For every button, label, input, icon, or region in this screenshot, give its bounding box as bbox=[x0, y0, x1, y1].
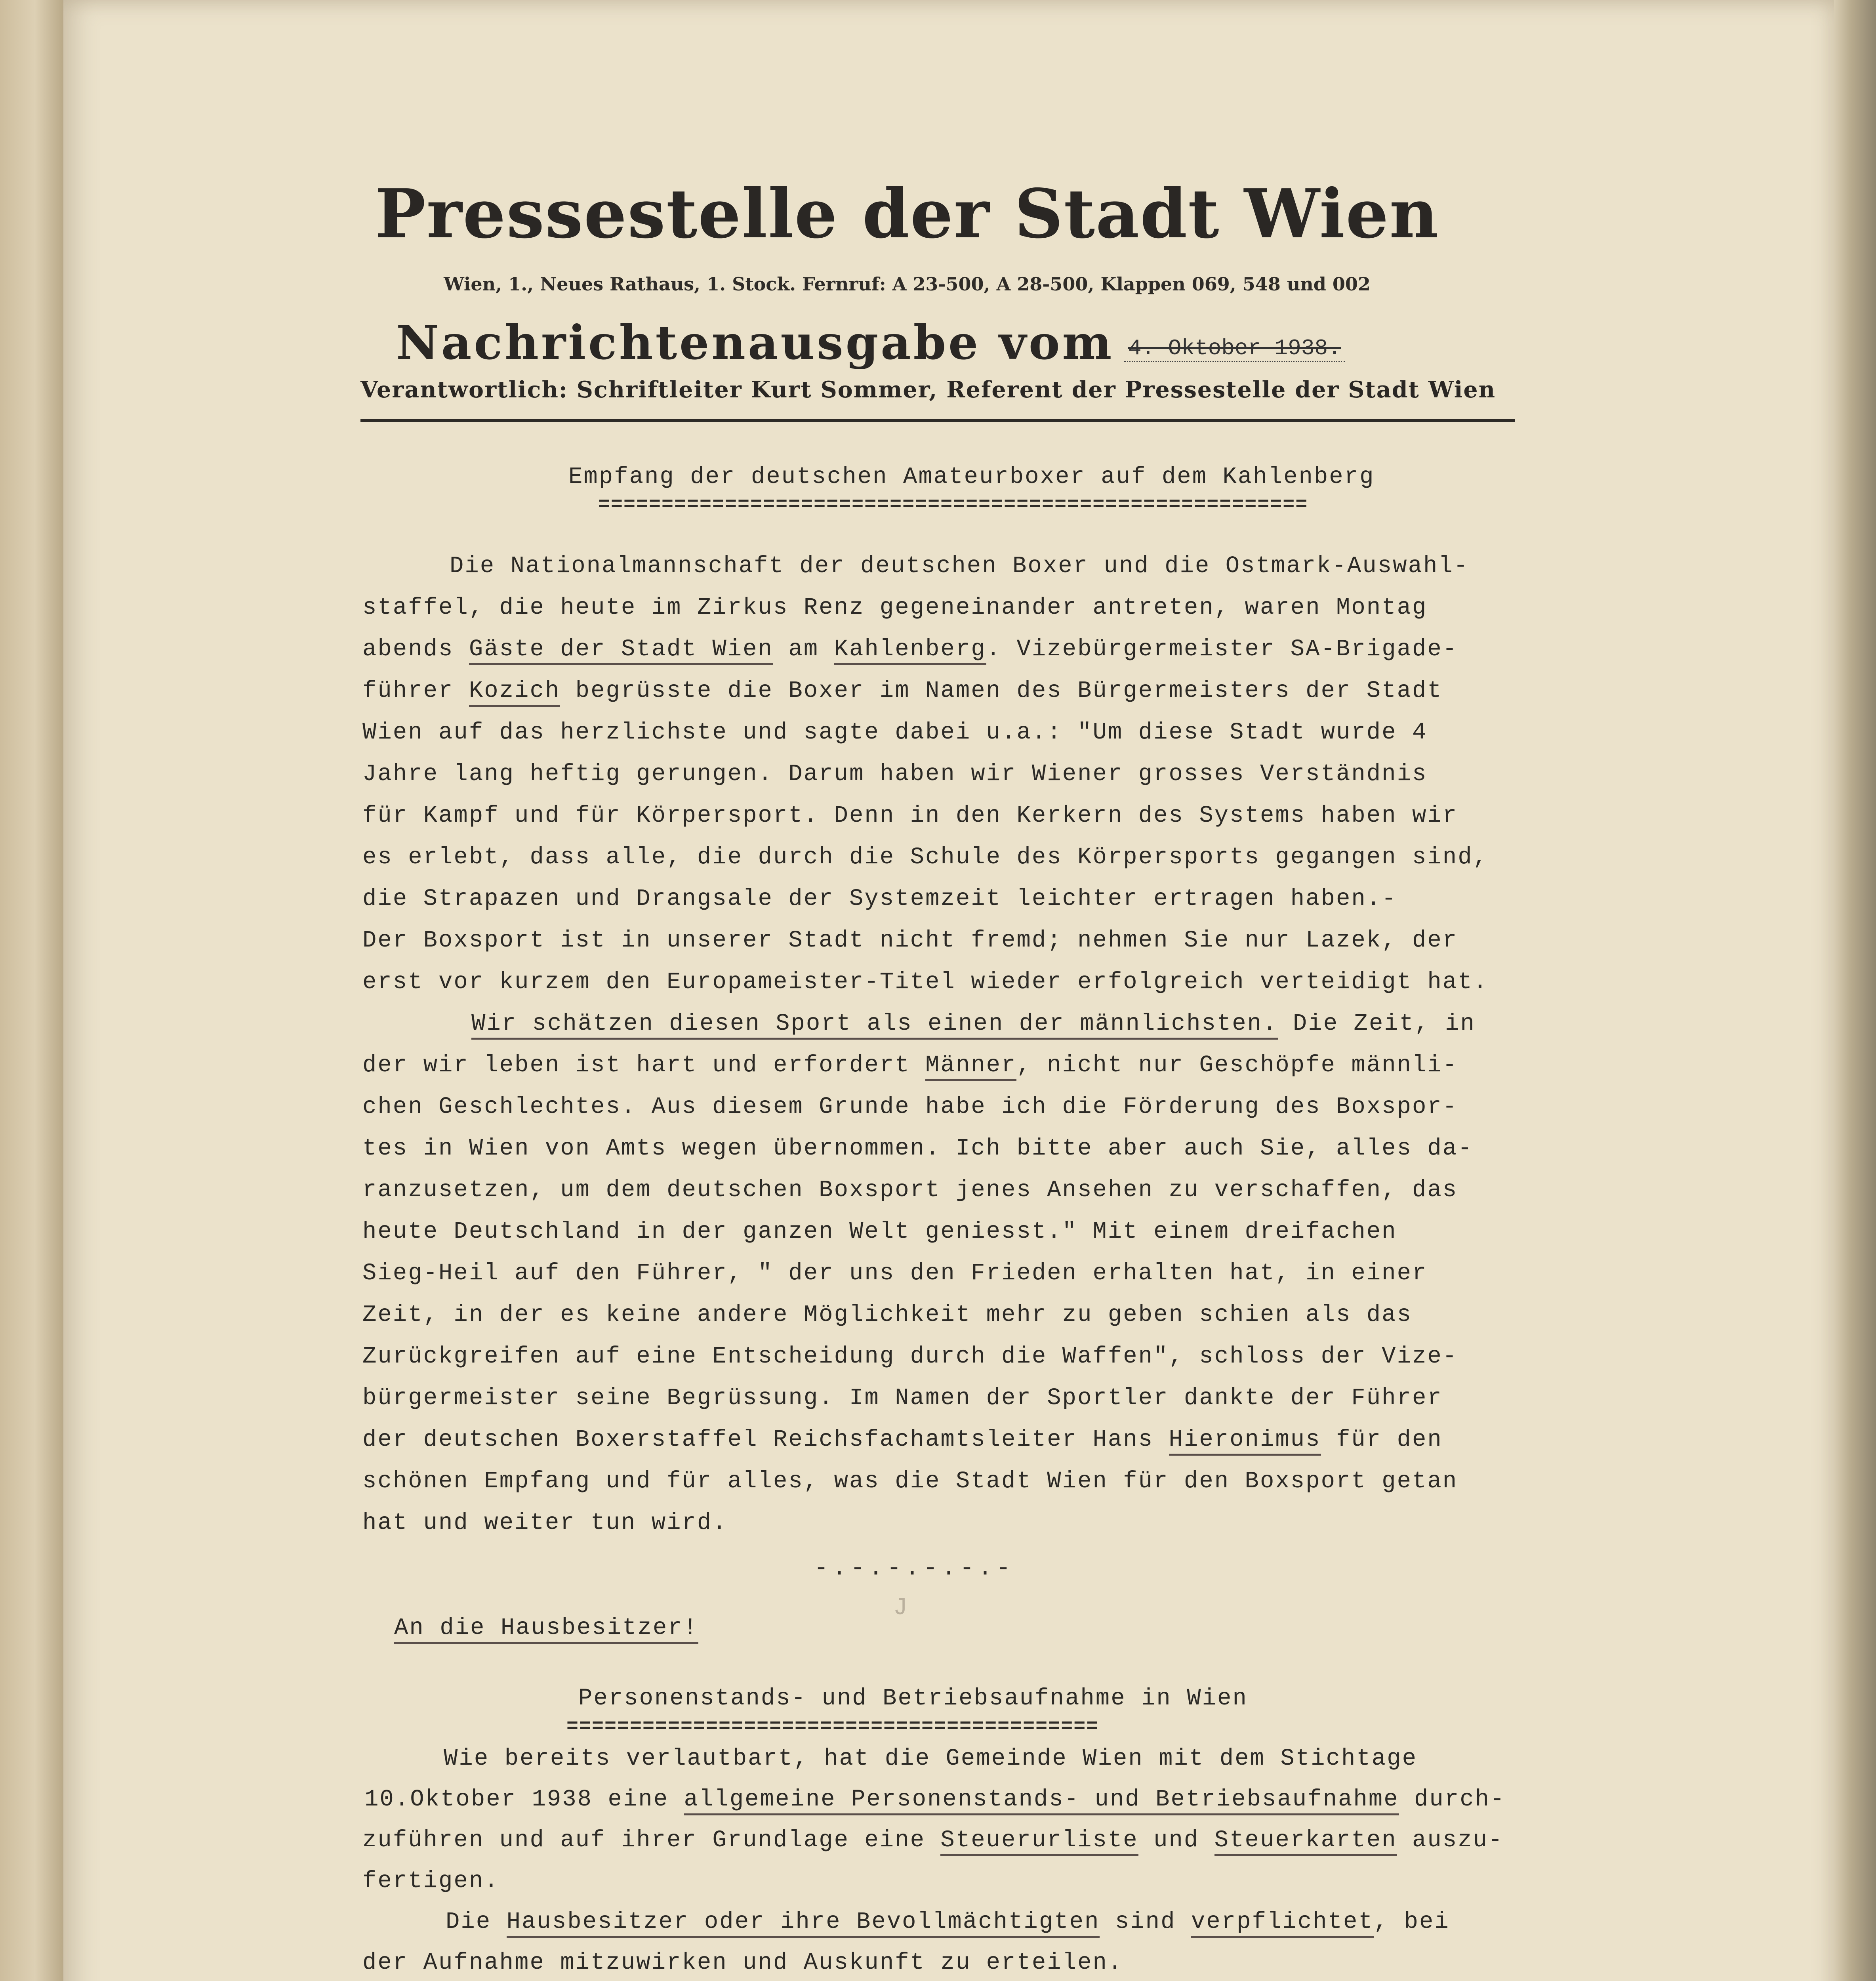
text-run: für Kampf und für Körpersport. Denn in den Kerkern des Systems haben wir bbox=[362, 802, 1458, 829]
issue-row bbox=[396, 315, 1466, 374]
underlined-phrase: Hieronimus bbox=[1169, 1426, 1321, 1456]
article1-line bbox=[362, 927, 1458, 954]
article2-line bbox=[362, 1827, 1503, 1853]
article1-line bbox=[362, 1052, 1458, 1078]
article1-line bbox=[362, 886, 1397, 912]
article1-separator: -.-.-.-.-.- bbox=[814, 1555, 1015, 1582]
text-run: abends bbox=[362, 636, 469, 662]
article2-line bbox=[364, 1786, 1505, 1813]
text-run: begrüsste die Boxer im Namen des Bürgermeisters der Stadt bbox=[560, 678, 1443, 704]
article2-line bbox=[444, 1745, 1417, 1772]
text-run: bürgermeister seine Begrüssung. Im Namen der Sportler dankte der Führer bbox=[362, 1385, 1443, 1411]
article1-line bbox=[362, 1302, 1412, 1328]
article1-line bbox=[362, 1426, 1443, 1453]
article1-line bbox=[362, 678, 1443, 704]
text-run: ranzusetzen, um dem deutschen Boxsport jenes Ansehen zu verschaffen, das bbox=[362, 1177, 1458, 1203]
text-run: Jahre lang heftig gerungen. Darum haben wir Wiener grosses Verständnis bbox=[362, 761, 1428, 787]
text-run: , nicht nur Geschöpfe männli- bbox=[1016, 1052, 1458, 1078]
text-run: Sieg-Heil auf den Führer, " der uns den Frieden erhalten hat, in einer bbox=[362, 1260, 1428, 1286]
text-run: der Aufnahme mitzuwirken und Auskunft zu erteilen. bbox=[362, 1949, 1123, 1976]
text-run: , bei bbox=[1373, 1908, 1450, 1935]
text-run: Wien auf das herzlichste und sagte dabei u.a.: "Um diese Stadt wurde 4 bbox=[362, 719, 1428, 746]
text-run: Zeit, in der es keine andere Möglichkeit mehr zu geben schien als das bbox=[362, 1302, 1412, 1328]
text-run: der wir leben ist hart und erfordert bbox=[362, 1052, 926, 1078]
article2-line bbox=[446, 1908, 1450, 1935]
issue-date: 4. Oktober 1938. bbox=[1124, 336, 1345, 362]
issue-label: Nachrichtenausgabe vom bbox=[396, 315, 1114, 370]
article2-headline: Personenstands- und Betriebsaufnahme in Wien bbox=[578, 1685, 1248, 1712]
underlined-phrase: allgemeine Personenstands- und Betriebsaufnahme bbox=[684, 1786, 1399, 1815]
text-run: chen Geschlechtes. Aus diesem Grunde habe ich die Förderung des Boxspor- bbox=[362, 1094, 1458, 1120]
article1-headline-underline: ======================================================== bbox=[598, 494, 1308, 516]
text-run: durch- bbox=[1399, 1786, 1506, 1813]
text-run: auszu- bbox=[1397, 1827, 1504, 1853]
text-run: es erlebt, dass alle, die durch die Schule des Körpersports gegangen sind, bbox=[362, 844, 1489, 870]
text-run: Die bbox=[446, 1908, 507, 1935]
article1-line bbox=[362, 1385, 1443, 1411]
article1-line bbox=[362, 1343, 1458, 1370]
article1-line bbox=[362, 1094, 1458, 1120]
article1-line bbox=[362, 594, 1427, 621]
text-run: der deutschen Boxerstaffel Reichsfachamtsleiter Hans bbox=[362, 1426, 1169, 1453]
text-run: Der Boxsport ist in unserer Stadt nicht fremd; nehmen Sie nur Lazek, der bbox=[362, 927, 1458, 954]
text-run: erst vor kurzem den Europameister-Titel wieder erfolgreich verteidigt hat. bbox=[362, 969, 1489, 995]
article2-headline-underline: ========================================== bbox=[566, 1716, 1099, 1738]
text-run: hat und weiter tun wird. bbox=[362, 1510, 728, 1536]
underlined-phrase: Kahlenberg bbox=[834, 636, 986, 665]
text-run: fertigen. bbox=[362, 1868, 500, 1894]
editor-line: Verantwortlich: Schriftleiter Kurt Sommer, Referent der Pressestelle der Stadt Wien bbox=[360, 376, 1496, 403]
article1-line bbox=[362, 1510, 728, 1536]
masthead-rule bbox=[360, 419, 1515, 422]
article1-line bbox=[362, 1468, 1458, 1494]
article1-line bbox=[362, 969, 1488, 995]
left-page-edge bbox=[0, 0, 63, 1981]
underlined-phrase: Steuerkarten bbox=[1214, 1827, 1397, 1856]
underlined-phrase: Kozich bbox=[469, 678, 560, 707]
underlined-phrase: Hausbesitzer oder ihre Bevollmächtigten bbox=[507, 1908, 1100, 1938]
article1-line bbox=[471, 1010, 1476, 1037]
underlined-phrase: Steuerurliste bbox=[940, 1827, 1138, 1856]
text-run: Die Nationalmannschaft der deutschen Boxer und die Ostmark-Auswahl- bbox=[450, 553, 1469, 579]
article1-line bbox=[362, 802, 1458, 829]
text-run: Zurückgreifen auf eine Entscheidung durch die Waffen", schloss der Vize- bbox=[362, 1343, 1458, 1370]
text-run: schönen Empfang und für alles, was die Stadt Wien für den Boxsport getan bbox=[362, 1468, 1458, 1494]
article1-headline: Empfang der deutschen Amateurboxer auf dem Kahlenberg bbox=[568, 464, 1375, 490]
article1-line bbox=[450, 553, 1469, 579]
text-run: heute Deutschland in der ganzen Welt geniesst." Mit einem dreifachen bbox=[362, 1218, 1397, 1245]
article1-line bbox=[362, 1135, 1473, 1162]
article1-line bbox=[362, 1218, 1397, 1245]
article2-kicker: An die Hausbesitzer! bbox=[394, 1615, 698, 1641]
article1-line bbox=[362, 1260, 1427, 1286]
article1-line bbox=[362, 636, 1458, 662]
article2-line bbox=[362, 1949, 1123, 1976]
text-run: und bbox=[1138, 1827, 1214, 1853]
text-run: . Vizebürgermeister SA-Brigade- bbox=[986, 636, 1458, 662]
text-run: 10.Oktober 1938 eine bbox=[364, 1786, 684, 1813]
text-run: die Strapazen und Drangsale der Systemzeit leichter ertragen haben.- bbox=[362, 886, 1397, 912]
article2-line bbox=[362, 1868, 500, 1894]
right-page-edge bbox=[1834, 0, 1876, 1981]
underlined-phrase: Wir schätzen diesen Sport als einen der männlichsten. bbox=[471, 1010, 1278, 1040]
article1-line bbox=[362, 1177, 1458, 1203]
text-run: tes in Wien von Amts wegen übernommen. Ich bitte aber auch Sie, alles da- bbox=[362, 1135, 1473, 1162]
masthead-address: Wien, 1., Neues Rathaus, 1. Stock. Fernruf: A 23-500, A 28-500, Klappen 069, 548 und 002 bbox=[444, 273, 1371, 295]
text-run: am bbox=[773, 636, 834, 662]
masthead-title: Pressestelle der Stadt Wien bbox=[375, 174, 1439, 254]
underlined-phrase: Gäste der Stadt Wien bbox=[469, 636, 773, 665]
article1-line bbox=[362, 761, 1427, 787]
text-run: staffel, die heute im Zirkus Renz gegeneinander antreten, waren Montag bbox=[362, 594, 1428, 621]
article1-line bbox=[362, 844, 1488, 870]
text-run: führer bbox=[362, 678, 469, 704]
text-run: sind bbox=[1100, 1908, 1191, 1935]
text-run: Die Zeit, in bbox=[1277, 1010, 1476, 1037]
underlined-phrase: Männer bbox=[925, 1052, 1016, 1081]
underlined-phrase: verpflichtet bbox=[1191, 1908, 1374, 1938]
text-run: für den bbox=[1321, 1426, 1443, 1453]
faint-stamp-mark: J bbox=[893, 1595, 908, 1622]
text-run: zuführen und auf ihrer Grundlage eine bbox=[362, 1827, 941, 1853]
article1-line bbox=[362, 719, 1427, 746]
text-run: Wie bereits verlautbart, hat die Gemeinde Wien mit dem Stichtage bbox=[444, 1745, 1417, 1772]
